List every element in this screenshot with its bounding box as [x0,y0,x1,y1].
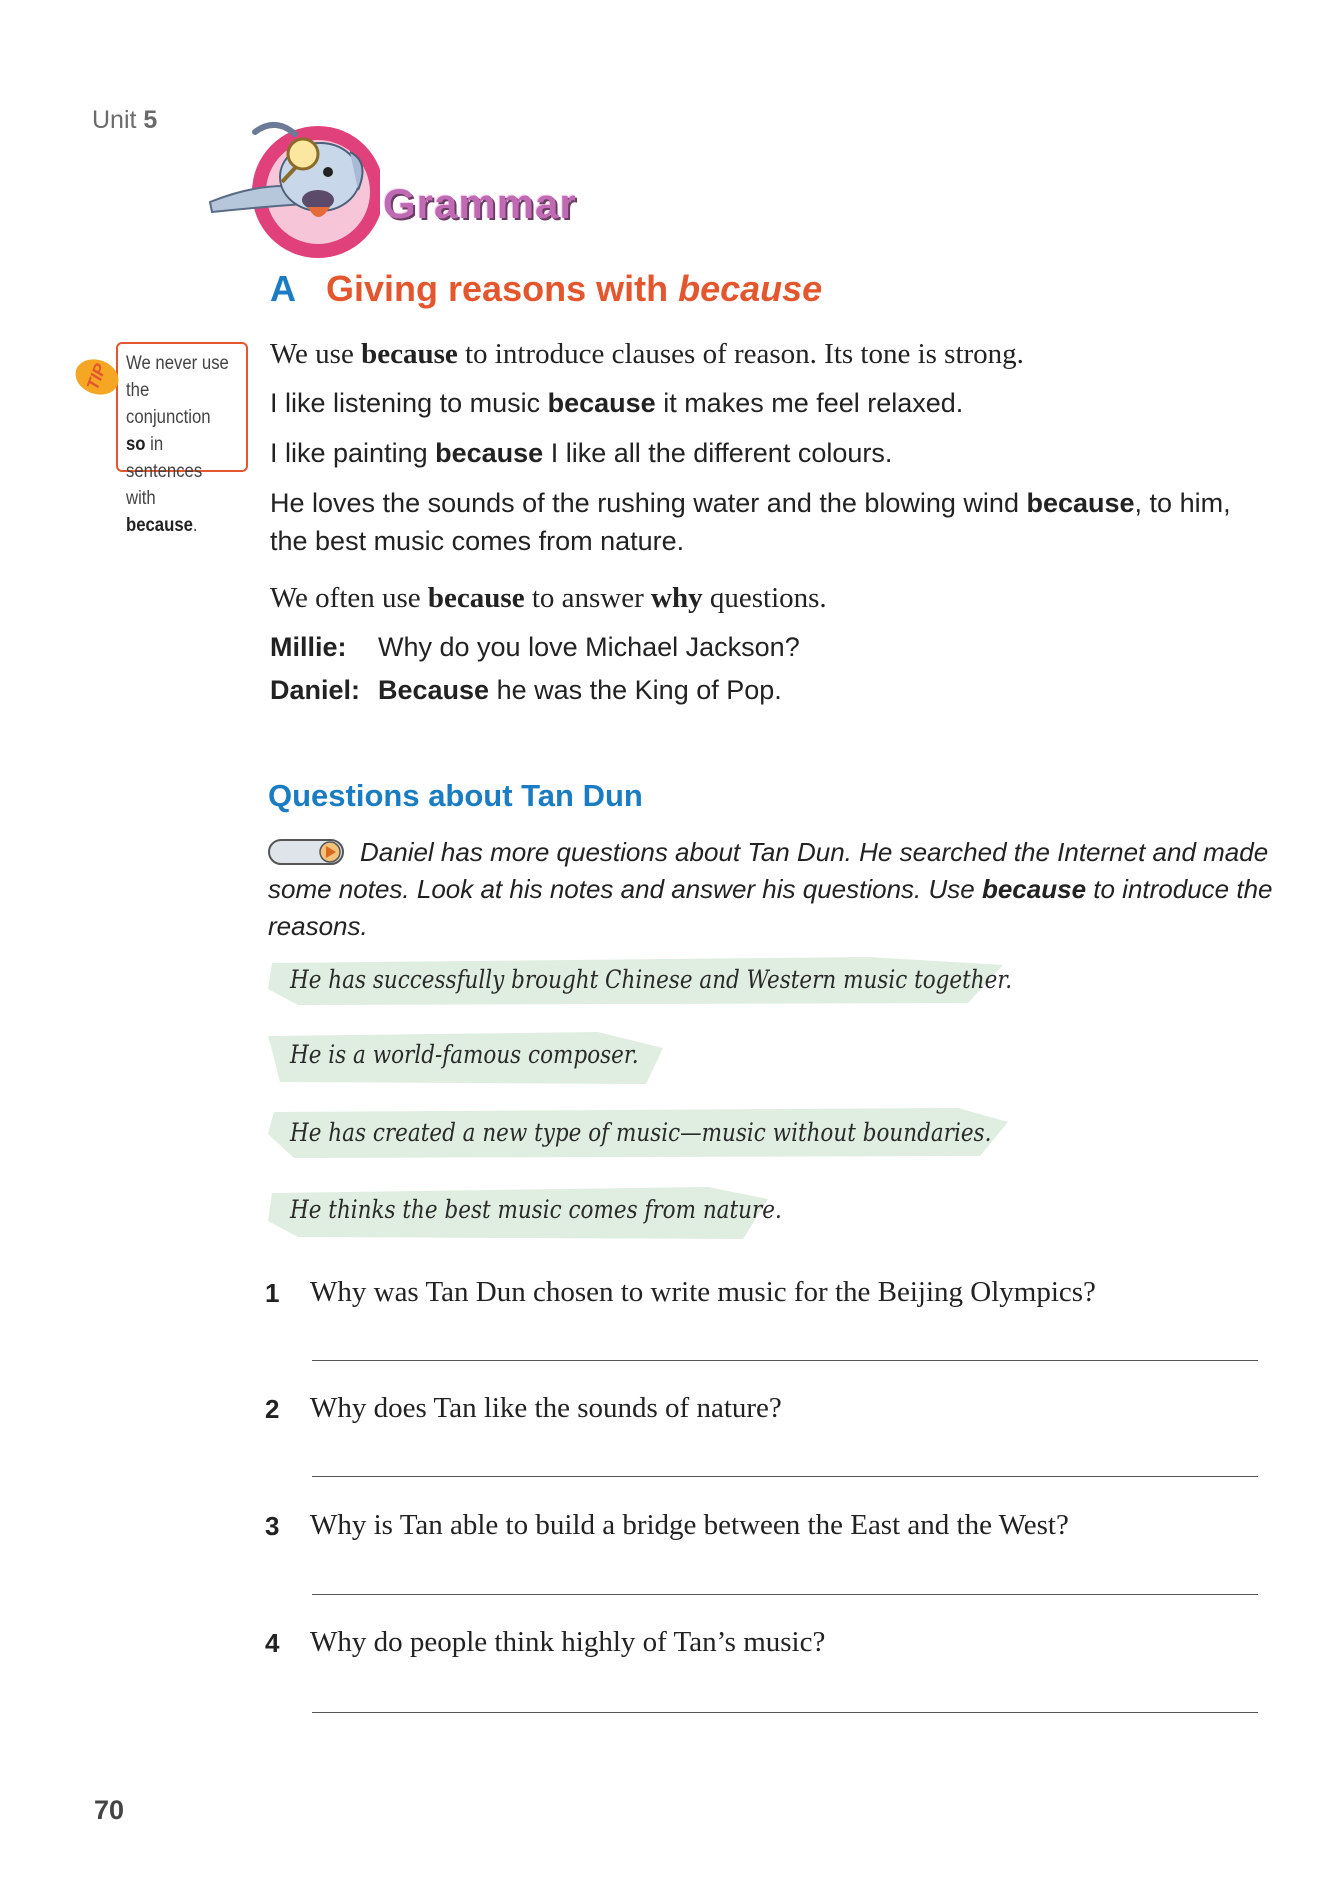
question-number: 3 [265,1511,280,1541]
grammar-banner: Grammar [383,180,577,227]
answer-line[interactable] [312,1476,1258,1477]
section-letter: A [270,268,296,309]
rule-sentence-2: We often use because to answer why questions. [270,582,827,614]
example-sentence-2: I like painting because I like all the different colours. [270,438,893,468]
dialog-line: Daniel: Because he was the King of Pop. [270,675,782,705]
example-sentence-1: I like listening to music because it makes me feel relaxed. [270,388,964,418]
note-strip: He is a world-famous composer. [268,1030,663,1082]
unit-label: Unit 5 [92,106,158,134]
section-title-keyword: because [678,268,823,309]
question-number: 4 [265,1628,280,1658]
note-strip: He thinks the best music comes from nature. [268,1185,768,1237]
question-number: 1 [265,1278,280,1308]
question-text: Why do people think highly of Tan’s music? [310,1626,826,1658]
page-number: 70 [94,1795,125,1825]
dialog-line: Millie: Why do you love Michael Jackson? [270,632,800,662]
question-text: Why is Tan able to build a bridge between the East and the West? [310,1509,1069,1541]
question-number: 2 [265,1394,280,1424]
question-text: Why does Tan like the sounds of nature? [310,1392,782,1424]
tip-badge: TIP [71,354,124,401]
section-title: A Giving reasons with because [270,268,823,309]
speaker-name: Millie: [270,632,347,662]
question-text: Why was Tan Dun chosen to write music for the Beijing Olympics? [310,1276,1096,1308]
speaker-name: Daniel: [270,675,361,705]
answer-line[interactable] [312,1360,1258,1361]
exercise-instructions: Daniel has more questions about Tan Dun. He searched the Internet and made some notes. Look at his notes and answer his questions. Use because to introduce the reasons. [268,837,1273,941]
magnifier-dog-mascot-icon [200,112,380,262]
exercise-title: Questions about Tan Dun [268,778,643,813]
answer-line[interactable] [312,1712,1258,1713]
rule-sentence-1: We use because to introduce clauses of reason. Its tone is strong. [270,338,1024,370]
note-strip: He has created a new type of music—music without boundaries. [268,1108,1008,1160]
example-sentence-3: He loves the sounds of the rushing water and the blowing wind because, to him, [270,488,1231,518]
example-sentence-3-line2: the best music comes from nature. [270,526,685,556]
tip-text: We never use the conjunction so in sentences with because. [126,353,229,536]
answer-line[interactable] [312,1594,1258,1595]
note-strip: He has successfully brought Chinese and Western music together. [268,955,1003,1007]
